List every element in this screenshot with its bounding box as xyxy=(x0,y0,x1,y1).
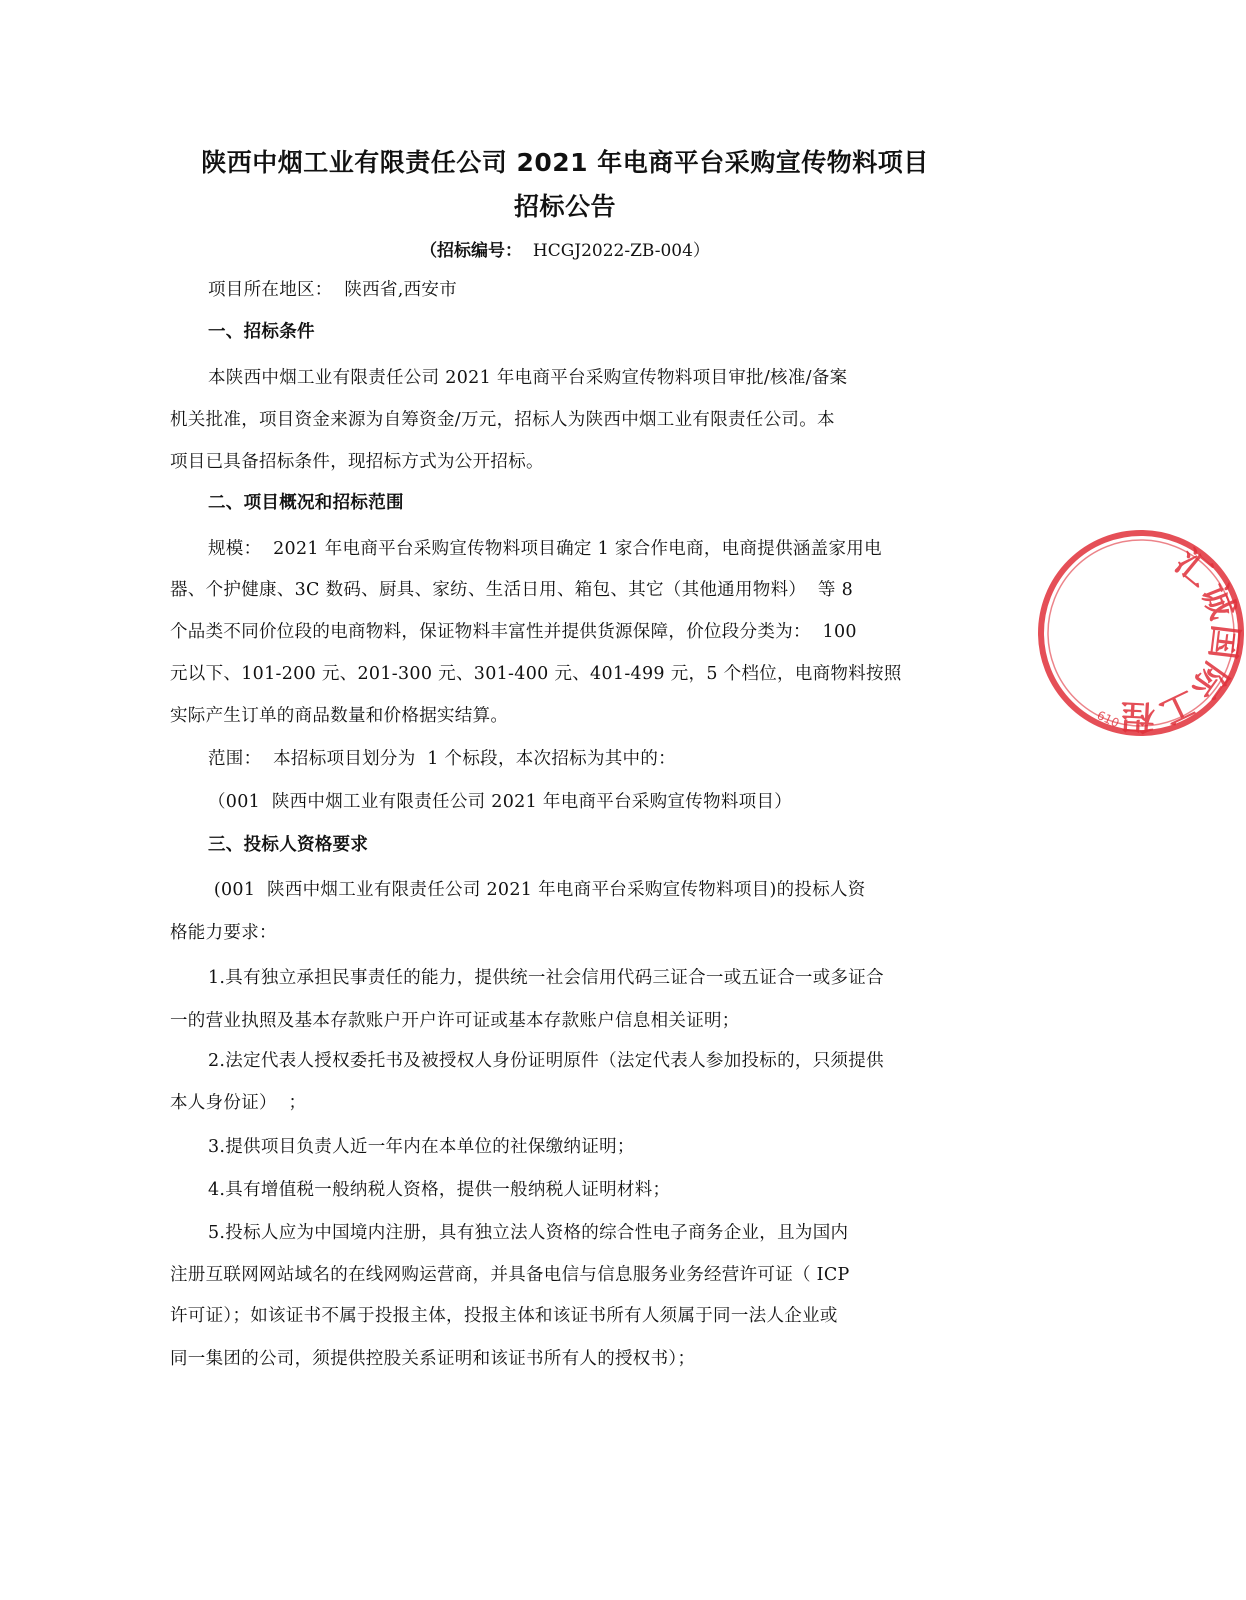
bid-number-value: HCGJ2022-ZB-004） xyxy=(532,241,710,261)
requirement-1-line: 一的营业执照及基本存款账户开户许可证或基本存款账户信息相关证明； xyxy=(170,1011,740,1031)
section3-intro-line: 格能力要求： xyxy=(170,923,277,943)
document-title-line2: 招标公告 xyxy=(513,192,616,221)
requirement-3: 3.提供项目负责人近一年内在本单位的社保缴纳证明； xyxy=(208,1137,635,1157)
project-region-value: 陕西省,西安市 xyxy=(344,280,458,300)
company-seal xyxy=(1036,528,1246,738)
requirement-5-line: 注册互联网网站域名的在线网购运营商，并具备电信与信息服务业务经营许可证（ ICP xyxy=(170,1265,850,1285)
section3-intro-line: (001 陕西中烟工业有限责任公司 2021 年电商平台采购宣传物料项目)的投标人资 xyxy=(208,880,866,900)
requirement-1-line: 1.具有独立承担民事责任的能力，提供统一社会信用代码三证合一或五证合一或多证合 xyxy=(208,968,884,988)
section2-heading: 二、项目概况和招标范围 xyxy=(208,493,404,513)
requirement-5-line: 许可证）；如该证书不属于投报主体，投报主体和该证书所有人须属于同一法人企业或 xyxy=(170,1306,838,1326)
requirement-5-line: 5.投标人应为中国境内注册，具有独立法人资格的综合性电子商务企业，且为国内 xyxy=(208,1223,849,1243)
seal-number: 610 xyxy=(1094,708,1122,731)
section1-line: 项目已具备招标条件，现招标方式为公开招标。 xyxy=(170,452,544,472)
requirement-5-line: 同一集团的公司，须提供控股关系证明和该证书所有人的授权书）； xyxy=(170,1349,696,1369)
section3-heading: 三、投标人资格要求 xyxy=(208,835,369,855)
requirement-2-line: 2.法定代表人授权委托书及被授权人身份证明原件（法定代表人参加投标的，只须提供 xyxy=(208,1051,884,1071)
lot-line: （001 陕西中烟工业有限责任公司 2021 年电商平台采购宣传物料项目） xyxy=(208,792,793,812)
bid-number-label: （招标编号： xyxy=(420,241,523,261)
scale-line: 规模： 2021 年电商平台采购宣传物料项目确定 1 家合作电商，电商提供涵盖家用电 xyxy=(208,539,882,559)
section1-line: 机关批准，项目资金来源为自筹资金/万元，招标人为陕西中烟工业有限责任公司。本 xyxy=(170,410,835,430)
section1-line: 本陕西中烟工业有限责任公司 2021 年电商平台采购宣传物料项目审批/核准/备案 xyxy=(208,368,848,388)
section1-heading: 一、招标条件 xyxy=(208,322,315,342)
scale-line: 器、个护健康、3C 数码、厨具、家纺、生活日用、箱包、其它（其他通用物料） 等 8 xyxy=(170,580,854,600)
scale-line: 个品类不同价位段的电商物料，保证物料丰富性并提供货源保障，价位段分类为： 100 xyxy=(170,622,857,642)
requirement-4: 4.具有增值税一般纳税人资格，提供一般纳税人证明材料； xyxy=(208,1180,671,1200)
bid-number xyxy=(170,238,960,264)
project-region xyxy=(208,277,457,303)
requirement-2-line: 本人身份证） ； xyxy=(170,1093,307,1113)
scope-line: 范围： 本招标项目划分为 1 个标段，本次招标为其中的： xyxy=(208,749,676,769)
document-title-line1: 陕西中烟工业有限责任公司 2021 年电商平台采购宣传物料项目 xyxy=(201,148,929,177)
seal-text: 汇诚国际工程 xyxy=(1117,542,1246,737)
scale-line: 实际产生订单的商品数量和价格据实结算。 xyxy=(170,706,509,726)
scale-line: 元以下、101-200 元、201-300 元、301-400 元、401-499 元，5 个档位，电商物料按照 xyxy=(170,664,902,684)
project-region-label: 项目所在地区： xyxy=(208,280,333,300)
